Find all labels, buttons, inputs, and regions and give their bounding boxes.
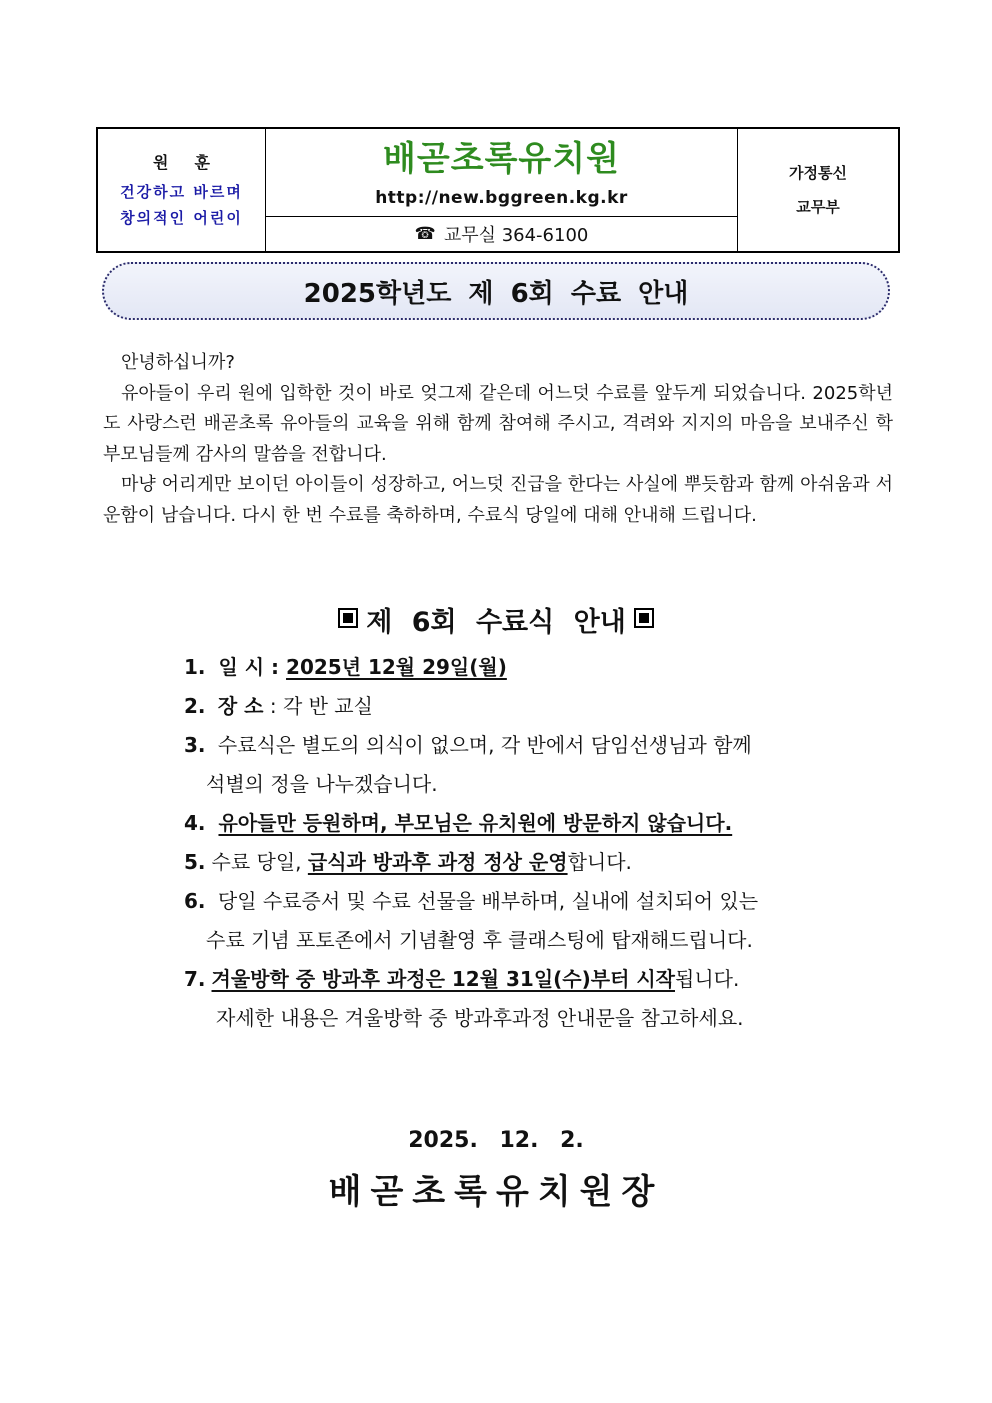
- section-title: 제 6회 수료식 안내: [366, 607, 626, 638]
- phone-row: [266, 217, 737, 251]
- motto-cell: [98, 129, 266, 251]
- intro-paragraph-2: 마냥 어리게만 보이던 아이들이 성장하고, 어느덧 진급을 한다는 사실에 뿌듯함과 함께 아쉬움과 서운함이 남습니다. 다시 한 번 수료를 축하하며, 수료식 당일에 대해 안내해 드립니다.: [103, 474, 893, 526]
- list-item: [184, 804, 884, 843]
- list-item: [184, 882, 884, 921]
- item-number: 1.: [184, 655, 206, 679]
- section-heading: [0, 600, 992, 639]
- ceremony-details-list: [184, 648, 884, 1038]
- item-text: 수료식은 별도의 의식이 없으며, 각 반에서 담임선생님과 함께: [217, 733, 752, 757]
- school-info-cell: [266, 129, 738, 251]
- department-label: 교무부: [796, 198, 840, 216]
- newsletter-label: 가정통신: [789, 164, 847, 182]
- school-url[interactable]: http://new.bggreen.kg.kr: [375, 187, 628, 208]
- square-bullet-icon: [338, 608, 358, 628]
- school-name: 배곧초록유치원: [383, 138, 620, 179]
- list-item: [184, 960, 884, 999]
- list-item: [184, 648, 884, 687]
- intro-paragraph-1: 유아들이 우리 원에 입학한 것이 바로 엊그제 같은데 어느덧 수료를 앞두게 되었습니다. 2025학년도 사랑스런 배곧초록 유아들의 교육을 위해 함께 참여해 주시고, 격려와 지지의 마음을 보내주신 학부모님들께 감사의 말씀을 전합니다.: [103, 382, 893, 465]
- item-number: 2.: [184, 694, 206, 718]
- item-number: 5.: [184, 850, 206, 874]
- motto-title: 원훈: [153, 152, 236, 172]
- item-text-post: 됩니다.: [675, 967, 740, 991]
- item-continuation: 수료 기념 포토존에서 기념촬영 후 클래스팅에 탑재해드립니다.: [206, 928, 753, 952]
- motto-line-1: 건강하고 바르며: [120, 182, 243, 201]
- title-banner: [102, 262, 890, 320]
- item-continuation: 석별의 정을 나누겠습니다.: [206, 772, 438, 796]
- item-text-pre: 수료 당일,: [211, 850, 308, 874]
- greeting: 안녕하십니까?: [121, 352, 235, 373]
- item-text: 당일 수료증서 및 수료 선물을 배부하며, 실내에 설치되어 있는: [217, 889, 759, 913]
- item-label: 장 소: [217, 694, 264, 718]
- item-text-bold: 겨울방학 중 방과후 과정은 12월 31일(수)부터 시작: [211, 967, 675, 991]
- motto-line-2: 창의적인 어린이: [120, 208, 243, 227]
- item-number: 6.: [184, 889, 206, 913]
- ceremony-place: : 각 반 교실: [269, 694, 373, 718]
- item-number: 4.: [184, 811, 206, 835]
- list-item: [184, 843, 884, 882]
- item-text: 유아들만 등원하며, 부모님은 유치원에 방문하지 않습니다.: [218, 811, 733, 835]
- list-item: [184, 687, 884, 726]
- square-bullet-icon: [634, 608, 654, 628]
- signer: 배곧초록유치원장: [328, 1172, 664, 1212]
- school-name-area: [266, 129, 737, 217]
- item-number: 3.: [184, 733, 206, 757]
- item-label: 일 시 :: [218, 655, 280, 679]
- list-item: [184, 726, 884, 765]
- ceremony-date: 2025년 12월 29일(월): [286, 655, 507, 679]
- item-text-bold: 급식과 방과후 과정 정상 운영: [307, 850, 568, 874]
- item-text-post: 합니다.: [567, 850, 632, 874]
- document-date: 2025. 12. 2.: [408, 1128, 584, 1153]
- intro-text: [103, 348, 893, 531]
- newsletter-cell: [738, 129, 898, 251]
- banner-title: 2025학년도 제 6회 수료 안내: [303, 278, 689, 309]
- telephone-icon: ☎: [414, 224, 436, 244]
- phone-number: 교무실 364-6100: [443, 225, 589, 246]
- item-continuation: 자세한 내용은 겨울방학 중 방과후과정 안내문을 참고하세요.: [216, 1006, 744, 1030]
- item-number: 7.: [184, 967, 206, 991]
- header-table: [96, 127, 900, 253]
